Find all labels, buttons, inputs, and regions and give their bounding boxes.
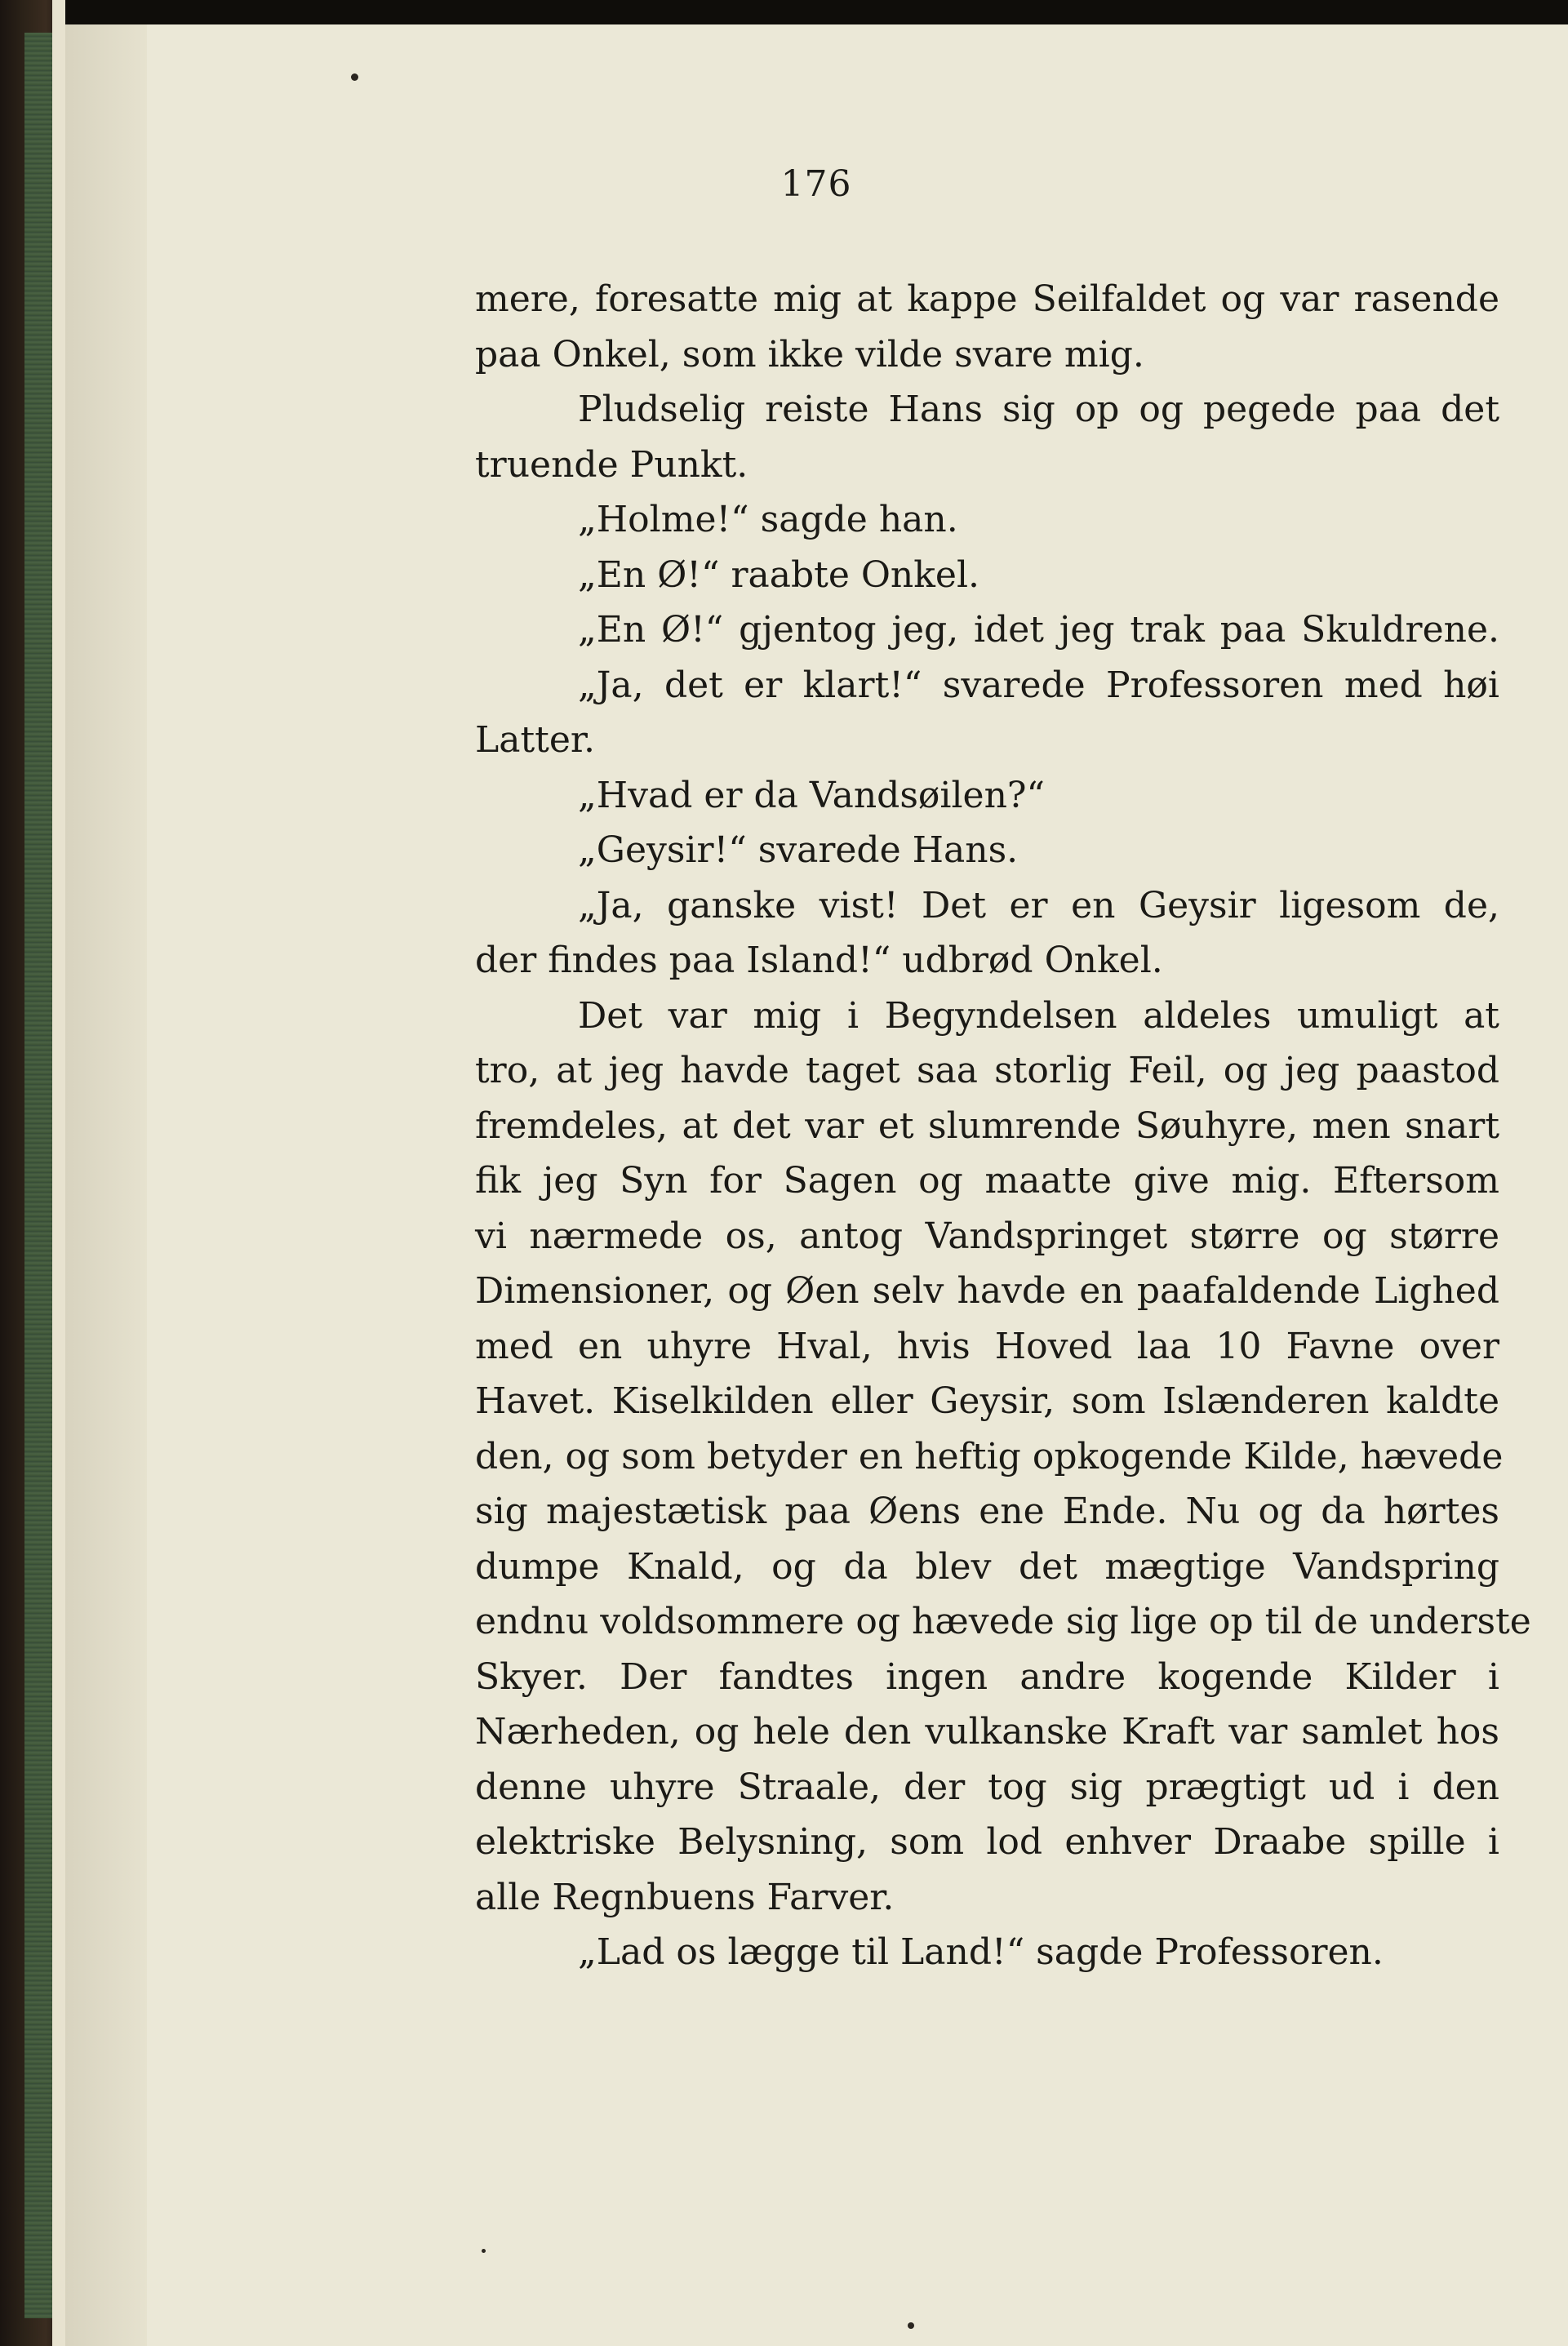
text-line: Dimensioner, og Øen selv havde en paafaldende Lighed (475, 1270, 1499, 1312)
text-line: fremdeles, at det var et slumrende Søuhyre, men snart (475, 1104, 1499, 1147)
text-line: mere, foresatte mig at kappe Seilfaldet og var rasende (475, 278, 1499, 320)
page-edge (52, 0, 65, 2346)
text-line: Det var mig i Begyndelsen aldeles umuligt at (578, 994, 1499, 1037)
text-line: „Geysir!“ svarede Hans. (578, 829, 1019, 871)
paper-speck (908, 2322, 914, 2329)
text-line: „Hvad er da Vandsøilen?“ (578, 774, 1045, 816)
text-line: truende Punkt. (475, 443, 748, 486)
text-line: Nærheden, og hele den vulkanske Kraft var samlet hos (475, 1711, 1499, 1753)
text-line: sig majestætisk paa Øens ene Ende. Nu og da hørtes (475, 1491, 1499, 1532)
text-line: der findes paa Island!“ udbrød Onkel. (475, 940, 1163, 981)
text-line: vi nærmede os, antog Vandspringet større og større (475, 1215, 1499, 1257)
text-line: alle Regnbuens Farver. (475, 1876, 895, 1918)
text-line: elektriske Belysning, som lod enhver Draabe spille i (475, 1821, 1499, 1863)
text-line: „En Ø!“ raabte Onkel. (578, 553, 980, 596)
text-line: Skyer. Der fandtes ingen andre kogende Kilder i (475, 1655, 1499, 1698)
text-line: „Ja, det er klart!“ svarede Professoren med høi (578, 664, 1499, 706)
text-line: tro, at jeg havde taget saa storlig Feil, og jeg paastod (475, 1050, 1499, 1091)
text-line: den, og som betyder en heftig opkogende Kilde, hævede (475, 1435, 1504, 1477)
spine-cloth (24, 33, 52, 2318)
text-line: fik jeg Syn for Sagen og maatte give mig. Eftersom (475, 1160, 1499, 1202)
text-line: Pludselig reiste Hans sig op og pegede paa det (578, 389, 1499, 430)
book-spine (0, 0, 65, 2346)
text-line: Havet. Kiselkilden eller Geysir, som Islænderen kaldte (475, 1380, 1499, 1422)
text-line: dumpe Knald, og da blev det mægtige Vandspring (475, 1545, 1499, 1588)
text-line: „En Ø!“ gjentog jeg, idet jeg trak paa Skuldrene. (578, 609, 1499, 651)
text-line: endnu voldsommere og hævede sig lige op til de underste (475, 1601, 1531, 1642)
text-line: „Lad os lægge til Land!“ sagde Professoren. (578, 1931, 1384, 1973)
text-line: paa Onkel, som ikke vilde svare mig. (475, 333, 1144, 375)
page-number: 176 (780, 163, 852, 205)
text-line: „Holme!“ sagde han. (578, 499, 958, 540)
text-line: „Ja, ganske vist! Det er en Geysir ligesom de, (578, 884, 1499, 926)
paper-speck (482, 2249, 486, 2253)
text-line: med en uhyre Hval, hvis Hoved laa 10 Favne over (475, 1325, 1499, 1367)
text-line: denne uhyre Straale, der tog sig prægtigt ud i den (475, 1766, 1499, 1808)
text-line: Latter. (475, 719, 596, 761)
body-text (475, 272, 1531, 1980)
paper-speck (351, 73, 358, 81)
